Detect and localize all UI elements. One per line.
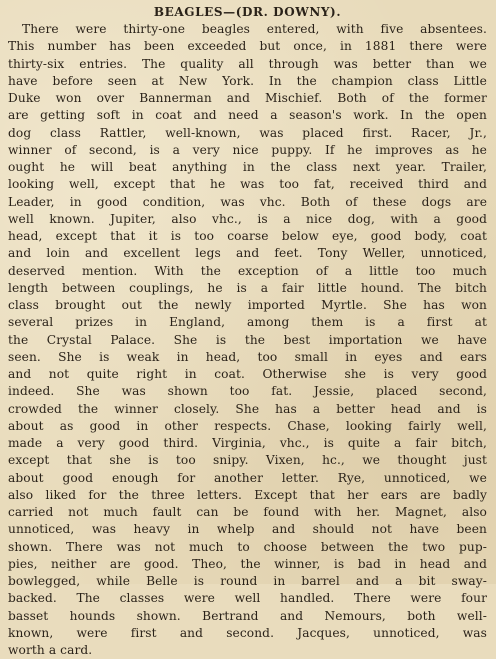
article-line: crowded the winner closely. She has a better head and is bbox=[8, 401, 487, 416]
article-line: are getting soft in coat and need a season's work. In the open bbox=[8, 108, 487, 123]
article-line: class brought out the newly imported Myrtle. She has won bbox=[8, 298, 487, 312]
article-line: also liked for the three letters. Except that her ears are badly bbox=[8, 487, 487, 502]
article-line: carried not much fault can be found with her. Magnet, also bbox=[8, 505, 487, 519]
article-line: about as good in other respects. Chase, looking fairly well, bbox=[8, 418, 487, 433]
article-line: several prizes in England, among them is a first at bbox=[8, 315, 487, 330]
article-line: and loin and excellent legs and feet. Tony Weller, unnoticed, bbox=[8, 246, 487, 261]
article-line: the Crystal Palace. She is the best importation we have bbox=[8, 332, 487, 347]
article-line: pies, neither are good. Theo, the winner, is bad in head and bbox=[8, 556, 487, 571]
article-line: This number has been exceeded but once, in 1881 there were bbox=[8, 39, 487, 54]
article-line: Duke won over Bannerman and Mischief. Both of the former bbox=[8, 91, 487, 105]
article-line: bowlegged, while Belle is round in barrel and a bit sway- bbox=[8, 574, 487, 588]
article-line: backed. The classes were well handled. There were four bbox=[8, 591, 487, 606]
article-line: winner of second, is a very nice puppy. If he improves as he bbox=[8, 142, 487, 157]
article-line: shown. There was not much to choose between the two pup- bbox=[8, 539, 487, 554]
article-line: length between couplings, he is a fair little hound. The bitch bbox=[8, 280, 487, 295]
article-line: and not quite right in coat. Otherwise she is very good bbox=[8, 367, 487, 381]
article-line: There were thirty-one beagles entered, with five absentees. bbox=[22, 22, 487, 36]
article-line: head, except that it is too coarse below eye, good body, coat bbox=[8, 229, 487, 243]
article-line: made a very good third. Virginia, vhc., is quite a fair bitch, bbox=[8, 436, 487, 450]
article-line: seen. She is weak in head, too small in eyes and ears bbox=[8, 349, 487, 364]
article-line: dog class Rattler, well-known, was placed first. Racer, Jr., bbox=[8, 125, 487, 140]
article-line: deserved mention. With the exception of a little too much bbox=[8, 263, 487, 278]
article-line: worth a card. bbox=[8, 643, 93, 657]
article-heading: BEAGLES—(DR. DOWNY). bbox=[153, 5, 342, 19]
article-line: Leader, in good condition, was vhc. Both of these dogs are bbox=[8, 194, 487, 209]
article-line: about good enough for another letter. Rye, unnoticed, we bbox=[8, 470, 487, 485]
article-line: looking well, except that he was too fat, received third and bbox=[8, 177, 487, 192]
article-line: have before seen at New York. In the champion class Little bbox=[8, 73, 487, 88]
article-line: well known. Jupiter, also vhc., is a nice dog, with a good bbox=[8, 211, 487, 226]
article-line: except that she is too snipy. Vixen, hc., we thought just bbox=[8, 453, 487, 468]
article-line: unnoticed, was heavy in whelp and should not have been bbox=[8, 522, 487, 537]
article-line: indeed. She was shown too fat. Jessie, placed second, bbox=[8, 384, 487, 399]
article-line: thirty-six entries. The quality all through was better than we bbox=[8, 56, 487, 71]
article-body bbox=[8, 21, 487, 659]
article-line: basset hounds shown. Bertrand and Nemours, both well- bbox=[8, 608, 487, 623]
article-line: ought he will beat anything in the class next year. Trailer, bbox=[8, 160, 487, 174]
article-line: known, were first and second. Jacques, unnoticed, was bbox=[8, 625, 487, 640]
